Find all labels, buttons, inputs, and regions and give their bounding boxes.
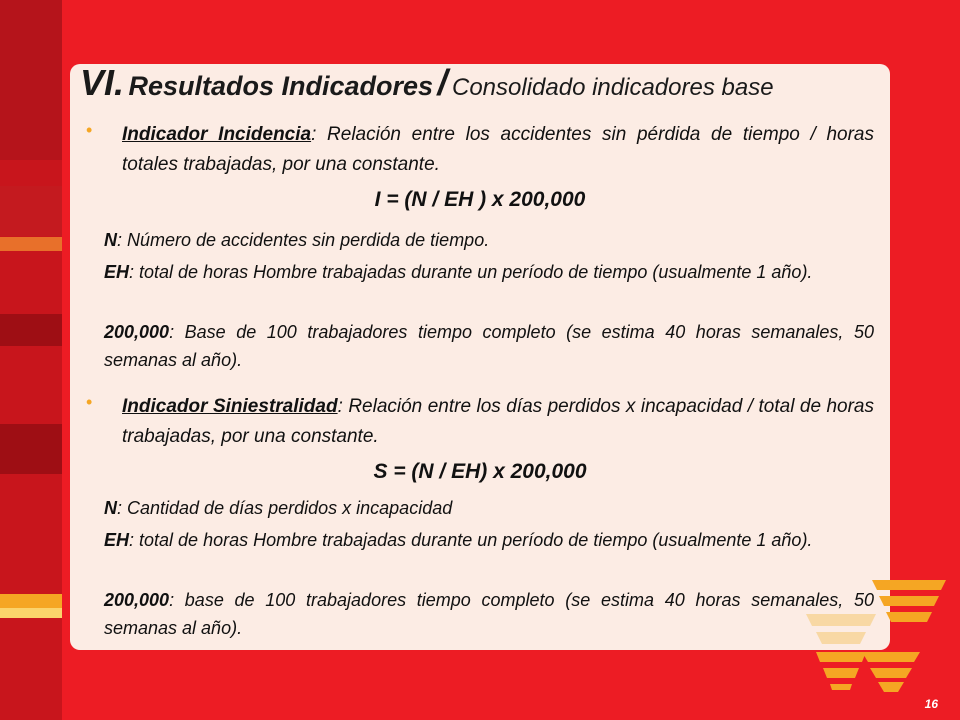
title-main: Resultados Indicadores (128, 71, 434, 101)
definition-constant (104, 586, 874, 642)
strip-block (0, 424, 62, 474)
page-number: 16 (924, 697, 938, 711)
bullet-term: Indicador Incidencia (122, 124, 312, 145)
definition-text: : Cantidad de días perdidos x incapacidad (117, 498, 453, 518)
strip-block (0, 314, 62, 346)
definition-text: : total de horas Hombre trabajadas durante un período de tiempo (usualmente 1 año). (129, 262, 813, 282)
company-logo-chevrons-icon (796, 574, 946, 694)
title-section-number: VI. (80, 62, 125, 103)
definition-term: N (104, 230, 117, 250)
definition-n (104, 226, 874, 254)
title-separator: / (437, 62, 448, 103)
strip-block (0, 594, 62, 608)
bullet-dot-icon: • (86, 120, 93, 140)
strip-block (0, 237, 62, 251)
definition-text: : base de 100 trabajadores tiempo completo (se estima 40 horas semanales, 50 semanas al año). (104, 590, 874, 638)
slide-title (80, 62, 890, 104)
formula-siniestralidad: S = (N / EH) x 200,000 (373, 460, 587, 483)
bullet-incidencia (86, 120, 874, 180)
bullet-text (122, 120, 874, 180)
definition-term: EH (104, 530, 130, 550)
formula-incidencia: I = (N / EH ) x 200,000 (374, 188, 586, 211)
definition-n (104, 494, 874, 522)
bullet-siniestralidad (86, 392, 874, 452)
definition-term: EH (104, 262, 130, 282)
strip-block (0, 186, 62, 236)
definition-text: : Base de 100 trabajadores tiempo completo (se estima 40 horas semanales, 50 semanas al año). (104, 322, 874, 370)
title-subtitle: Consolidado indicadores base (451, 74, 774, 101)
bullet-description: : Relación entre los días perdidos x incapacidad / total de horas trabajadas, por una constante. (122, 396, 874, 447)
definition-term: 200,000 (104, 590, 170, 610)
bullet-description: : Relación entre los accidentes sin pérdida de tiempo / horas totales trabajadas, por una constante. (122, 124, 874, 175)
definition-term: 200,000 (104, 322, 170, 342)
bullet-text (122, 392, 874, 452)
definition-text: : total de horas Hombre trabajadas durante un período de tiempo (usualmente 1 año). (129, 530, 813, 550)
bullet-term: Indicador Siniestralidad (122, 396, 338, 417)
strip-block (0, 608, 62, 618)
bullet-dot-icon: • (86, 392, 93, 412)
strip-block (0, 0, 62, 160)
definition-constant (104, 318, 874, 374)
definition-text: : Número de accidentes sin perdida de tiempo. (117, 230, 490, 250)
definition-term: N (104, 498, 117, 518)
definition-eh (104, 258, 874, 286)
definition-eh (104, 526, 874, 554)
